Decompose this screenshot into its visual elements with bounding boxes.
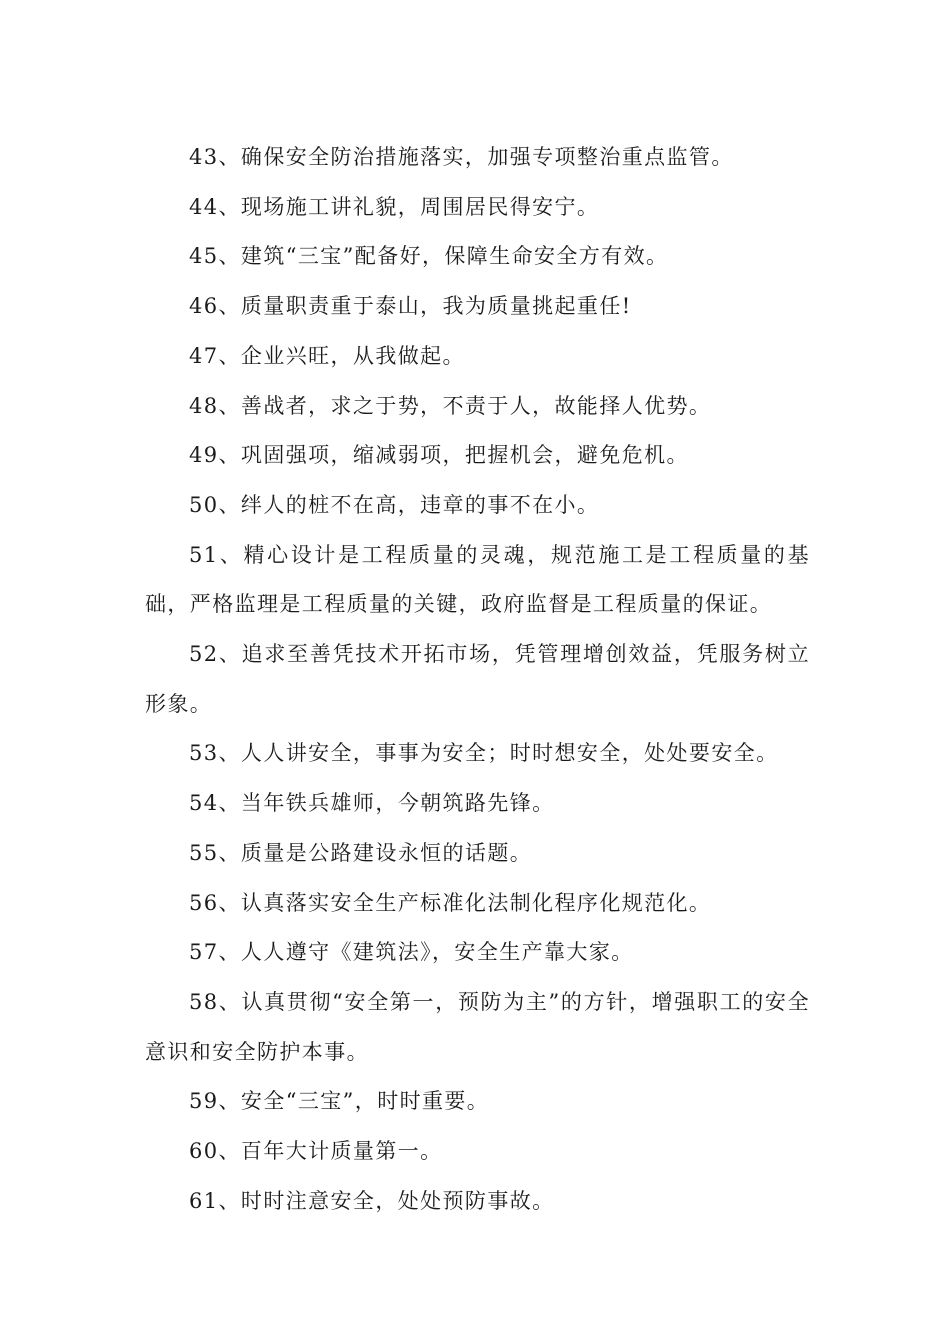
list-item: 51、精心设计是工程质量的灵魂，规范施工是工程质量的基础，严格监理是工程质量的关键，政府监督是工程质量的保证。 — [145, 542, 810, 617]
list-item: 55、质量是公路建设永恒的话题。 — [189, 840, 533, 865]
list-item: 57、人人遵守《建筑法》，安全生产靠大家。 — [189, 940, 634, 965]
list-item: 48、善战者，求之于势，不责于人，故能择人优势。 — [189, 393, 712, 418]
list-item: 53、人人讲安全，事事为安全；时时想安全，处处要安全。 — [189, 741, 779, 766]
document-body — [145, 133, 810, 1226]
list-item: 61、时时注意安全，处处预防事故。 — [189, 1188, 555, 1213]
list-item: 56、认真落实安全生产标准化法制化程序化规范化。 — [189, 890, 712, 915]
list-item: 58、认真贯彻“安全第一，预防为主”的方针，增强职工的安全意识和安全防护本事。 — [145, 989, 810, 1064]
list-item: 59、安全“三宝”，时时重要。 — [189, 1089, 490, 1114]
list-item: 43、确保安全防治措施落实，加强专项整治重点监管。 — [189, 145, 734, 169]
list-item: 46、质量职责重于泰山，我为质量挑起重任! — [189, 294, 632, 319]
list-item: 52、追求至善凭技术开拓市场，凭管理增创效益，凭服务树立形象。 — [145, 642, 810, 716]
list-item: 54、当年铁兵雄师，今朝筑路先锋。 — [189, 791, 555, 816]
list-item: 47、企业兴旺，从我做起。 — [189, 343, 465, 368]
list-item: 60、百年大计质量第一。 — [189, 1139, 443, 1164]
list-item: 45、建筑“三宝”配备好，保障生命安全方有效。 — [189, 244, 669, 269]
list-item: 50、绊人的桩不在高，违章的事不在小。 — [189, 492, 600, 517]
list-item: 49、巩固强项，缩减弱项，把握机会，避免危机。 — [189, 443, 689, 468]
list-item: 44、现场施工讲礼貌，周围居民得安宁。 — [189, 194, 600, 219]
